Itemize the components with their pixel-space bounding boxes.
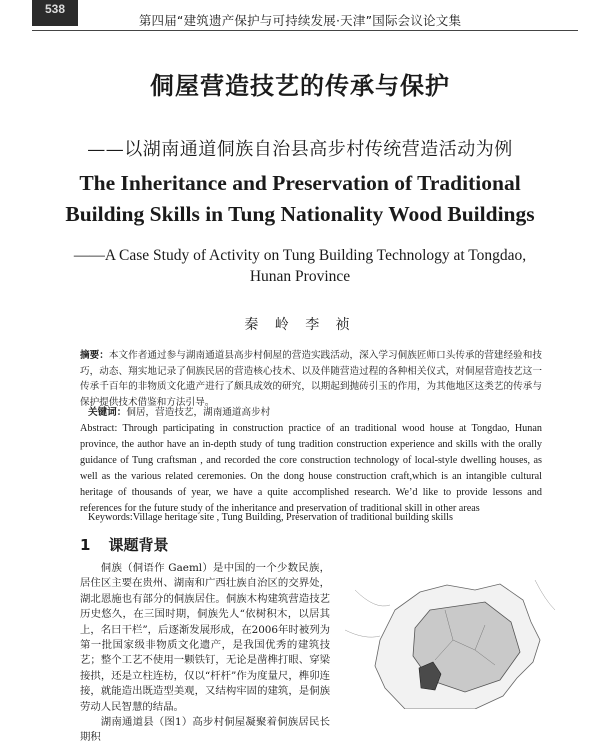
abstract-english: [80, 421, 542, 517]
map-svg: [335, 570, 560, 709]
subtitle-english: ——A Case Study of Activity on Tung Building Technology at Tongdao, Hunan Province: [73, 247, 527, 285]
location-map-figure: [335, 570, 560, 709]
abstract-en-text: Through participating in construction practice of an traditional wood house at Tongdao, Hunan province, the author have an in-depth study of tung tradition construction experience and skills with the orally guidance of Tung craftsman , and recorded the core construction technology of local-style dwelling houses, as well as the various related ceremonies. On the dong house construction craft,which is an intangible cultural heritage of thousands of year, we have a quite accomplished research. We’d like to provide lessons and references for the future study of the inheritance and preservation of traditional skill in other areas: [80, 423, 542, 514]
section-title: 课题背景: [108, 536, 169, 554]
header-rule: [32, 30, 578, 31]
section-number: 1: [80, 536, 91, 554]
keywords-cn-label: 关键词：: [88, 407, 127, 418]
authors: 秦 岭 李 祯: [244, 317, 356, 333]
keywords-chinese: [88, 404, 542, 418]
keywords-cn-text: 侗居，营造技艺，湖南通道高步村: [126, 407, 271, 418]
page-number: 538: [32, 0, 78, 26]
body-paragraph-2: 湖南通道县（图1）高步村侗屋凝聚着侗族居民长期积: [80, 716, 330, 744]
title-english: The Inheritance and Preservation of Traditional Building Skills in Tung Nationality Wood Buildings: [65, 171, 535, 226]
running-head: 第四届“建筑遗产保护与可持续发展·天津”国际会议论文集: [138, 13, 462, 28]
title-chinese: 侗屋营造技艺的传承与保护: [150, 72, 450, 100]
abstract-en-label: Abstract:: [80, 423, 118, 434]
abstract-cn-label: 摘要：: [80, 350, 109, 361]
body-paragraph-1: 侗族（侗语作 Gaeml）是中国的一个少数民族，居住区主要在贵州、湖南和广西壮族自治区的交界处，湖北恩施也有部分的侗族居住。侗族木构建筑营造技艺历史悠久，在三国时期，侗族先人“依树积木，以居其上，名曰干栏”，后逐渐发展形成，在2006年时被列为第一批国家级非物质文化遗产，是我国优秀的建筑技艺；整个工艺不使用一颗铁钉，无论是凿榫打眼、穿梁接拱，还是立柱连枋，仅以“杆杆”作为度量尺，榫卯连接，就能造出既造型美观，又结构牢固的建筑，是侗族劳动人民智慧的结晶。: [80, 562, 330, 713]
page-header: [0, 0, 600, 34]
keywords-en-label: Keywords:: [88, 512, 133, 523]
keywords-en-text: Village heritage site , Tung Building, Preservation of traditional building skills: [132, 512, 453, 523]
keywords-english: [88, 512, 542, 523]
body-text: [80, 561, 330, 746]
abstract-chinese: [80, 348, 542, 410]
abstract-cn-text: 本文作者通过参与湖南通道县高步村侗屋的营造实践活动，深入学习侗族匠师口头传承的营建经验和技巧，动态、翔实地记录了侗族民居的营造核心技术、以及伴随营造过程的各种相关仪式，对侗屋营造技艺这一传承千百年的非物质文化遗产进行了颇具成效的研究，以期起到抛砖引玉的作用，为其他地区这类艺的传承与保护提供技术借鉴和方法引导。: [80, 350, 543, 408]
subtitle-chinese: ——以湖南通道侗族自治县高步村传统营造活动为例: [87, 139, 513, 160]
section-heading: [80, 534, 168, 555]
